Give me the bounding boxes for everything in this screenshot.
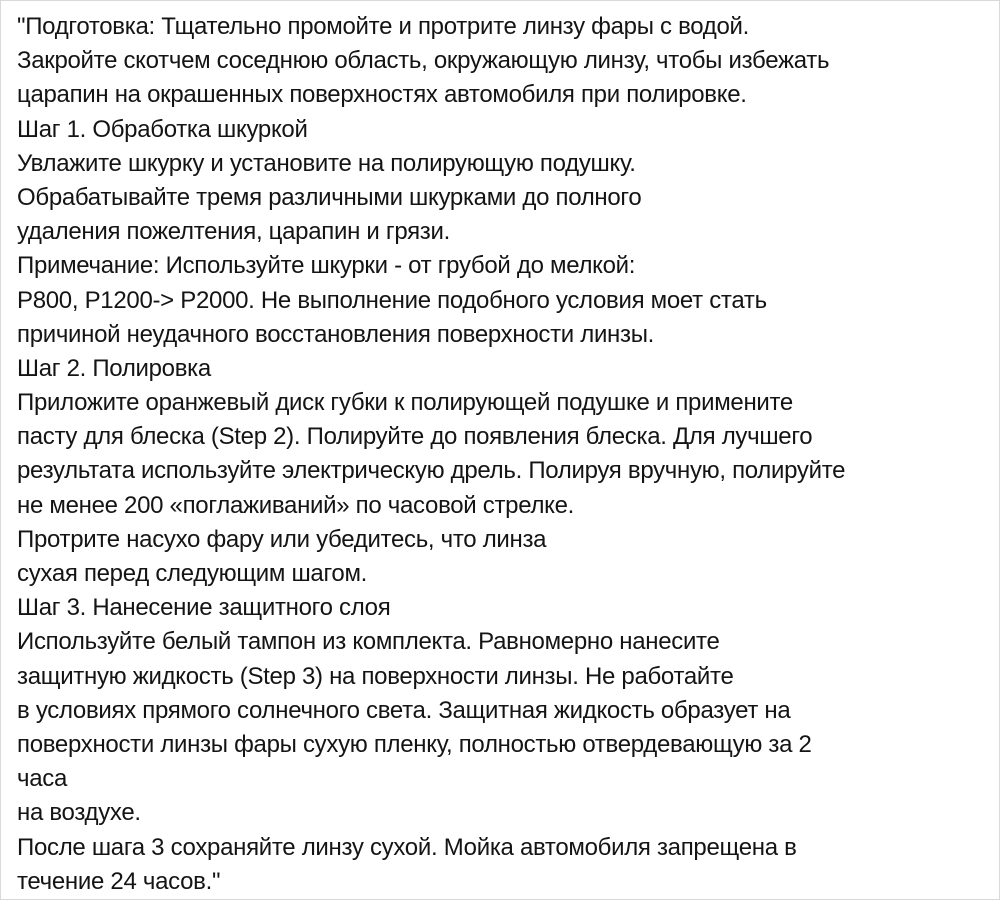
text-line: течение 24 часов." xyxy=(17,867,221,895)
text-line: на воздухе. xyxy=(17,799,141,827)
step-heading: Шаг 2. Полировка xyxy=(17,354,211,382)
text-line: P800, P1200-> P2000. Не выполнение подобного условия моет стать xyxy=(17,286,767,314)
text-line: результата используйте электрическую дрель. Полируя вручную, полируйте xyxy=(17,457,846,485)
text-line: защитную жидкость (Step 3) на поверхности линзы. Не работайте xyxy=(17,662,734,690)
text-line: Примечание: Используйте шкурки - от грубой до мелкой: xyxy=(17,252,636,280)
text-line: Обрабатывайте тремя различными шкурками до полного xyxy=(17,183,642,211)
text-line: Приложите оранжевый диск губки к полирующей подушке и примените xyxy=(17,389,793,417)
text-line: пасту для блеска (Step 2). Полируйте до появления блеска. Для лучшего xyxy=(17,423,813,451)
instruction-text xyxy=(17,10,997,899)
text-line: сухая перед следующим шагом. xyxy=(17,560,368,587)
text-line: Увлажите шкурку и установите на полирующую подушку. xyxy=(17,149,636,177)
text-line: Закройте скотчем соседнюю область, окружающую линзу, чтобы избежать xyxy=(17,47,830,75)
step-heading: Шаг 1. Обработка шкуркой xyxy=(17,115,308,143)
text-line: После шага 3 сохраняйте линзу сухой. Мойка автомобиля запрещена в xyxy=(17,833,797,861)
text-line: царапин на окрашенных поверхностях автомобиля при полировке. xyxy=(17,81,747,109)
step-heading: Шаг 3. Нанесение защитного слоя xyxy=(17,594,391,622)
text-line: Протрите насухо фару или убедитесь, что линза xyxy=(17,525,547,553)
text-line: причиной неудачного восстановления поверхности линзы. xyxy=(17,320,655,348)
text-line: часа xyxy=(17,765,67,793)
text-line: удаления пожелтения, царапин и грязи. xyxy=(17,218,450,246)
text-line: поверхности линзы фары сухую пленку, полностью отвердевающую за 2 xyxy=(17,730,812,758)
text-line: в условиях прямого солнечного света. Защитная жидкость образует на xyxy=(17,696,791,724)
text-line: "Подготовка: Тщательно промойте и протрите линзу фары с водой. xyxy=(17,13,750,40)
text-line: Используйте белый тампон из комплекта. Равномерно нанесите xyxy=(17,628,720,656)
text-line: не менее 200 «поглаживаний» по часовой стрелке. xyxy=(17,491,575,519)
